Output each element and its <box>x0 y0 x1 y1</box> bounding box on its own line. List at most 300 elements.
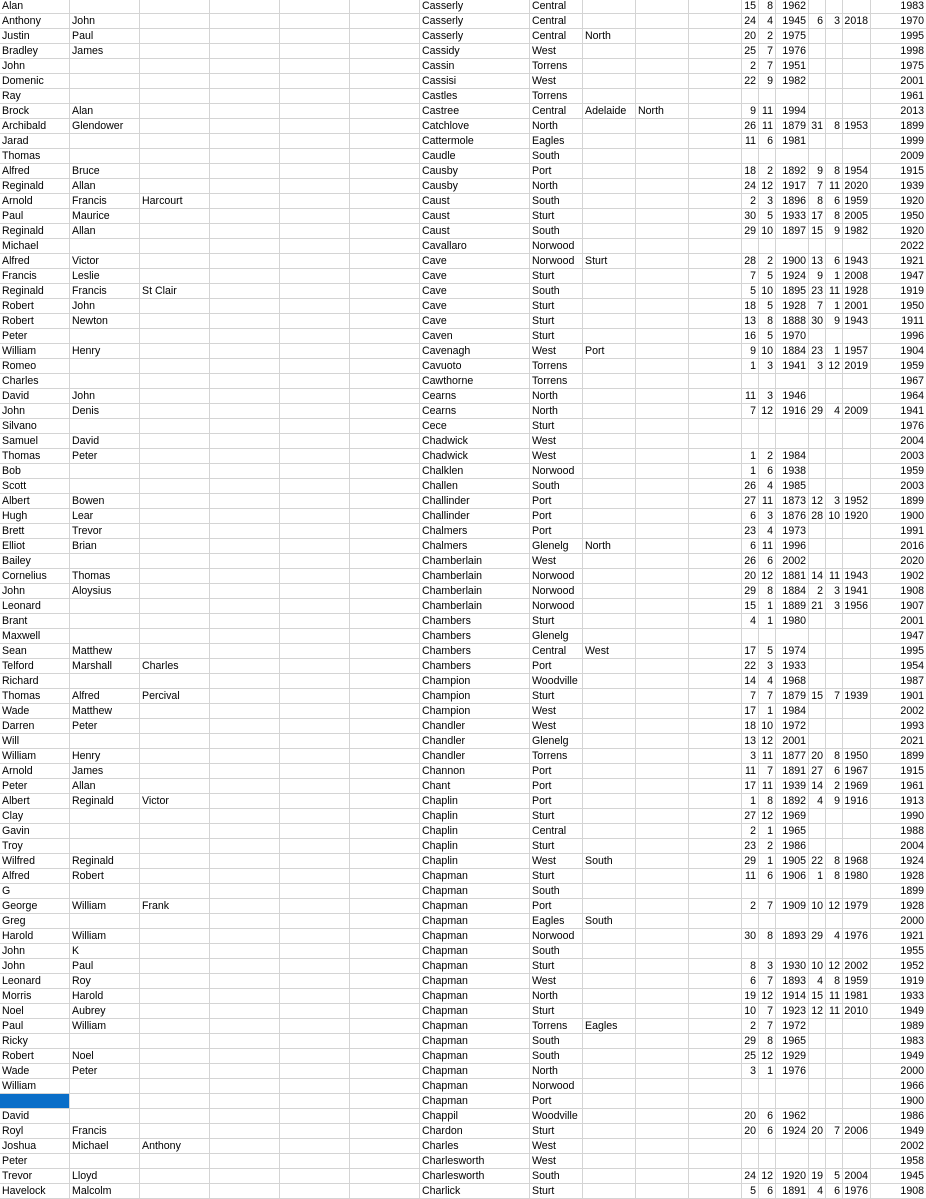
table-row[interactable] <box>0 374 926 389</box>
cell-birth-day[interactable]: 29 <box>742 224 759 239</box>
cell-empty[interactable] <box>350 824 420 839</box>
cell-club[interactable]: Glenelg <box>530 629 583 644</box>
cell-third-name[interactable] <box>140 809 210 824</box>
cell-death-year[interactable]: 1959 <box>843 194 871 209</box>
table-row[interactable] <box>0 1139 926 1154</box>
cell-third-name[interactable]: St Clair <box>140 284 210 299</box>
cell-club[interactable]: Norwood <box>530 584 583 599</box>
cell-empty[interactable] <box>210 764 280 779</box>
cell-birth-day[interactable]: 9 <box>742 104 759 119</box>
cell-birth-day[interactable]: 5 <box>742 284 759 299</box>
cell-birth-month[interactable]: 11 <box>759 779 776 794</box>
cell-empty[interactable] <box>350 764 420 779</box>
cell-middle-name[interactable] <box>70 614 140 629</box>
cell-birth-year[interactable]: 1892 <box>776 794 809 809</box>
cell-death-month[interactable]: 4 <box>826 929 843 944</box>
cell-club[interactable]: Central <box>530 104 583 119</box>
cell-first-name[interactable]: Wade <box>0 1064 70 1079</box>
cell-empty[interactable] <box>210 569 280 584</box>
cell-first-name[interactable]: Noel <box>0 1004 70 1019</box>
cell-middle-name[interactable]: Allan <box>70 179 140 194</box>
cell-club-3[interactable] <box>636 914 689 929</box>
cell-empty[interactable] <box>210 779 280 794</box>
cell-club-3[interactable] <box>636 524 689 539</box>
cell-death-month[interactable] <box>826 1019 843 1034</box>
cell-empty[interactable] <box>280 674 350 689</box>
table-row[interactable] <box>0 1034 926 1049</box>
cell-third-name[interactable] <box>140 1094 210 1109</box>
cell-birth-year[interactable]: 1941 <box>776 359 809 374</box>
cell-empty[interactable] <box>350 734 420 749</box>
cell-birth-day[interactable]: 16 <box>742 329 759 344</box>
cell-empty[interactable] <box>689 929 742 944</box>
cell-third-name[interactable] <box>140 674 210 689</box>
cell-club[interactable]: Central <box>530 824 583 839</box>
cell-middle-name[interactable]: Bowen <box>70 494 140 509</box>
cell-club-2[interactable] <box>583 884 636 899</box>
table-row[interactable] <box>0 239 926 254</box>
cell-debut-year[interactable]: 1996 <box>871 329 926 344</box>
cell-club[interactable]: South <box>530 1034 583 1049</box>
cell-birth-month[interactable] <box>759 239 776 254</box>
cell-empty[interactable] <box>689 989 742 1004</box>
cell-first-name[interactable]: Scott <box>0 479 70 494</box>
cell-club-3[interactable] <box>636 779 689 794</box>
cell-third-name[interactable] <box>140 59 210 74</box>
cell-middle-name[interactable]: Paul <box>70 29 140 44</box>
cell-birth-month[interactable] <box>759 1154 776 1169</box>
cell-death-month[interactable]: 1 <box>826 299 843 314</box>
cell-club-2[interactable] <box>583 899 636 914</box>
cell-first-name[interactable]: Alfred <box>0 869 70 884</box>
cell-birth-day[interactable]: 19 <box>742 989 759 1004</box>
cell-death-day[interactable] <box>809 74 826 89</box>
cell-first-name[interactable]: William <box>0 344 70 359</box>
cell-club-3[interactable] <box>636 839 689 854</box>
cell-empty[interactable] <box>210 134 280 149</box>
cell-first-name[interactable]: Elliot <box>0 539 70 554</box>
cell-birth-day[interactable]: 29 <box>742 854 759 869</box>
cell-club-3[interactable] <box>636 989 689 1004</box>
cell-empty[interactable] <box>350 74 420 89</box>
cell-birth-year[interactable]: 1914 <box>776 989 809 1004</box>
cell-club[interactable]: South <box>530 149 583 164</box>
cell-first-name[interactable]: Joshua <box>0 1139 70 1154</box>
cell-surname[interactable]: Chamberlain <box>420 554 530 569</box>
cell-death-day[interactable]: 12 <box>809 494 826 509</box>
cell-empty[interactable] <box>689 524 742 539</box>
cell-third-name[interactable] <box>140 209 210 224</box>
cell-first-name[interactable]: George <box>0 899 70 914</box>
cell-birth-day[interactable]: 25 <box>742 44 759 59</box>
cell-empty[interactable] <box>689 104 742 119</box>
cell-death-month[interactable] <box>826 329 843 344</box>
cell-birth-day[interactable]: 1 <box>742 794 759 809</box>
cell-club-2[interactable] <box>583 794 636 809</box>
cell-birth-month[interactable]: 2 <box>759 449 776 464</box>
cell-birth-month[interactable]: 10 <box>759 719 776 734</box>
cell-death-year[interactable] <box>843 329 871 344</box>
cell-debut-year[interactable]: 1959 <box>871 359 926 374</box>
cell-death-day[interactable] <box>809 734 826 749</box>
cell-club-2[interactable] <box>583 929 636 944</box>
cell-birth-day[interactable]: 27 <box>742 809 759 824</box>
table-row[interactable] <box>0 494 926 509</box>
cell-empty[interactable] <box>210 824 280 839</box>
cell-debut-year[interactable]: 1964 <box>871 389 926 404</box>
cell-empty[interactable] <box>280 1019 350 1034</box>
cell-surname[interactable]: Channon <box>420 764 530 779</box>
cell-third-name[interactable] <box>140 749 210 764</box>
cell-death-month[interactable]: 9 <box>826 794 843 809</box>
cell-empty[interactable] <box>689 404 742 419</box>
cell-death-day[interactable] <box>809 824 826 839</box>
cell-debut-year[interactable]: 2002 <box>871 1139 926 1154</box>
cell-empty[interactable] <box>210 734 280 749</box>
cell-empty[interactable] <box>280 224 350 239</box>
cell-debut-year[interactable]: 1947 <box>871 269 926 284</box>
cell-club-3[interactable] <box>636 89 689 104</box>
cell-death-month[interactable]: 12 <box>826 959 843 974</box>
cell-middle-name[interactable]: Reginald <box>70 854 140 869</box>
cell-empty[interactable] <box>350 554 420 569</box>
cell-birth-year[interactable]: 1945 <box>776 14 809 29</box>
cell-club[interactable]: South <box>530 944 583 959</box>
cell-death-month[interactable]: 8 <box>826 974 843 989</box>
cell-club[interactable]: Norwood <box>530 599 583 614</box>
cell-birth-year[interactable]: 1962 <box>776 0 809 14</box>
cell-empty[interactable] <box>280 284 350 299</box>
cell-death-year[interactable] <box>843 59 871 74</box>
cell-debut-year[interactable]: 1986 <box>871 1109 926 1124</box>
cell-empty[interactable] <box>280 974 350 989</box>
cell-surname[interactable]: Chambers <box>420 614 530 629</box>
cell-death-year[interactable]: 1943 <box>843 254 871 269</box>
cell-empty[interactable] <box>350 104 420 119</box>
cell-third-name[interactable] <box>140 914 210 929</box>
cell-middle-name[interactable] <box>70 464 140 479</box>
cell-birth-day[interactable]: 15 <box>742 0 759 14</box>
cell-debut-year[interactable]: 1975 <box>871 59 926 74</box>
cell-club-3[interactable] <box>636 959 689 974</box>
cell-birth-day[interactable]: 7 <box>742 689 759 704</box>
cell-surname[interactable]: Chandler <box>420 734 530 749</box>
cell-birth-month[interactable]: 11 <box>759 104 776 119</box>
cell-empty[interactable] <box>689 119 742 134</box>
cell-club[interactable]: South <box>530 284 583 299</box>
cell-club[interactable]: Torrens <box>530 89 583 104</box>
cell-birth-month[interactable]: 3 <box>759 509 776 524</box>
cell-empty[interactable] <box>350 1154 420 1169</box>
cell-empty[interactable] <box>350 1034 420 1049</box>
cell-death-month[interactable]: 8 <box>826 119 843 134</box>
cell-club[interactable]: North <box>530 989 583 1004</box>
cell-death-month[interactable] <box>826 554 843 569</box>
cell-empty[interactable] <box>210 584 280 599</box>
table-row[interactable] <box>0 839 926 854</box>
cell-third-name[interactable] <box>140 479 210 494</box>
cell-club[interactable]: South <box>530 884 583 899</box>
cell-club-2[interactable] <box>583 749 636 764</box>
cell-birth-day[interactable]: 13 <box>742 734 759 749</box>
cell-empty[interactable] <box>350 404 420 419</box>
cell-death-month[interactable]: 8 <box>826 209 843 224</box>
cell-death-month[interactable] <box>826 614 843 629</box>
cell-death-year[interactable] <box>843 644 871 659</box>
cell-death-day[interactable]: 17 <box>809 209 826 224</box>
cell-debut-year[interactable]: 1941 <box>871 404 926 419</box>
cell-surname[interactable]: Catchlove <box>420 119 530 134</box>
cell-club[interactable]: North <box>530 389 583 404</box>
cell-middle-name[interactable] <box>70 734 140 749</box>
cell-club-3[interactable] <box>636 944 689 959</box>
cell-empty[interactable] <box>280 809 350 824</box>
cell-death-year[interactable] <box>843 74 871 89</box>
cell-first-name[interactable]: Hugh <box>0 509 70 524</box>
cell-death-year[interactable]: 1976 <box>843 1184 871 1199</box>
cell-surname[interactable]: Champion <box>420 674 530 689</box>
cell-debut-year[interactable]: 1899 <box>871 749 926 764</box>
cell-birth-month[interactable] <box>759 89 776 104</box>
cell-surname[interactable]: Chappil <box>420 1109 530 1124</box>
cell-death-year[interactable] <box>843 824 871 839</box>
cell-death-year[interactable] <box>843 1034 871 1049</box>
cell-club[interactable]: West <box>530 344 583 359</box>
cell-middle-name[interactable] <box>70 0 140 14</box>
cell-empty[interactable] <box>280 254 350 269</box>
cell-death-day[interactable]: 29 <box>809 404 826 419</box>
cell-third-name[interactable] <box>140 1004 210 1019</box>
cell-death-year[interactable]: 2019 <box>843 359 871 374</box>
cell-third-name[interactable] <box>140 434 210 449</box>
cell-birth-year[interactable]: 1981 <box>776 134 809 149</box>
cell-club-3[interactable] <box>636 389 689 404</box>
cell-empty[interactable] <box>350 1094 420 1109</box>
cell-death-day[interactable] <box>809 719 826 734</box>
cell-death-day[interactable] <box>809 329 826 344</box>
cell-empty[interactable] <box>280 764 350 779</box>
cell-club-2[interactable] <box>583 989 636 1004</box>
cell-empty[interactable] <box>350 809 420 824</box>
cell-club[interactable]: Torrens <box>530 749 583 764</box>
cell-surname[interactable]: Cavenagh <box>420 344 530 359</box>
cell-empty[interactable] <box>689 134 742 149</box>
cell-first-name[interactable]: Domenic <box>0 74 70 89</box>
cell-club-3[interactable] <box>636 314 689 329</box>
cell-middle-name[interactable] <box>70 1034 140 1049</box>
cell-birth-year[interactable]: 1965 <box>776 1034 809 1049</box>
cell-third-name[interactable] <box>140 509 210 524</box>
cell-death-day[interactable]: 31 <box>809 119 826 134</box>
table-row[interactable] <box>0 254 926 269</box>
cell-death-day[interactable]: 10 <box>809 899 826 914</box>
cell-club-2[interactable] <box>583 149 636 164</box>
table-row[interactable] <box>0 824 926 839</box>
cell-middle-name[interactable]: Leslie <box>70 269 140 284</box>
cell-empty[interactable] <box>689 1169 742 1184</box>
cell-empty[interactable] <box>689 764 742 779</box>
cell-birth-month[interactable] <box>759 944 776 959</box>
cell-death-day[interactable] <box>809 674 826 689</box>
cell-death-day[interactable] <box>809 629 826 644</box>
cell-middle-name[interactable] <box>70 839 140 854</box>
cell-club-3[interactable] <box>636 749 689 764</box>
cell-empty[interactable] <box>689 299 742 314</box>
cell-club-3[interactable] <box>636 149 689 164</box>
cell-debut-year[interactable]: 1961 <box>871 89 926 104</box>
cell-empty[interactable] <box>350 719 420 734</box>
cell-birth-day[interactable]: 26 <box>742 119 759 134</box>
cell-birth-year[interactable]: 1982 <box>776 74 809 89</box>
cell-debut-year[interactable]: 1899 <box>871 884 926 899</box>
cell-empty[interactable] <box>210 179 280 194</box>
cell-empty[interactable] <box>350 29 420 44</box>
cell-death-month[interactable]: 1 <box>826 344 843 359</box>
cell-empty[interactable] <box>689 749 742 764</box>
table-row[interactable] <box>0 434 926 449</box>
cell-empty[interactable] <box>210 1064 280 1079</box>
cell-club-2[interactable] <box>583 974 636 989</box>
cell-birth-month[interactable]: 6 <box>759 464 776 479</box>
cell-club-3[interactable] <box>636 689 689 704</box>
cell-birth-day[interactable]: 2 <box>742 59 759 74</box>
cell-surname[interactable]: Casserly <box>420 0 530 14</box>
cell-club-2[interactable] <box>583 719 636 734</box>
cell-death-year[interactable]: 1969 <box>843 779 871 794</box>
cell-empty[interactable] <box>280 704 350 719</box>
cell-empty[interactable] <box>210 689 280 704</box>
cell-birth-year[interactable]: 1984 <box>776 704 809 719</box>
cell-club-2[interactable] <box>583 89 636 104</box>
cell-first-name[interactable]: Troy <box>0 839 70 854</box>
cell-debut-year[interactable]: 1924 <box>871 854 926 869</box>
cell-empty[interactable] <box>350 464 420 479</box>
cell-birth-day[interactable]: 17 <box>742 779 759 794</box>
cell-empty[interactable] <box>210 419 280 434</box>
cell-surname[interactable]: Chamberlain <box>420 599 530 614</box>
cell-club[interactable]: Central <box>530 29 583 44</box>
cell-death-year[interactable] <box>843 719 871 734</box>
cell-debut-year[interactable]: 1939 <box>871 179 926 194</box>
cell-empty[interactable] <box>280 1034 350 1049</box>
cell-club-2[interactable]: North <box>583 29 636 44</box>
cell-birth-month[interactable]: 6 <box>759 1109 776 1124</box>
cell-surname[interactable]: Cavuoto <box>420 359 530 374</box>
cell-third-name[interactable] <box>140 0 210 14</box>
cell-death-day[interactable] <box>809 479 826 494</box>
cell-death-month[interactable]: 8 <box>826 854 843 869</box>
cell-birth-day[interactable]: 20 <box>742 1109 759 1124</box>
cell-death-month[interactable] <box>826 809 843 824</box>
cell-third-name[interactable]: Anthony <box>140 1139 210 1154</box>
cell-empty[interactable] <box>210 554 280 569</box>
cell-death-month[interactable] <box>826 479 843 494</box>
cell-empty[interactable] <box>280 749 350 764</box>
cell-empty[interactable] <box>210 29 280 44</box>
cell-birth-day[interactable] <box>742 239 759 254</box>
cell-empty[interactable] <box>280 599 350 614</box>
cell-empty[interactable] <box>210 224 280 239</box>
cell-club-2[interactable] <box>583 584 636 599</box>
cell-third-name[interactable] <box>140 359 210 374</box>
cell-club-3[interactable] <box>636 599 689 614</box>
cell-empty[interactable] <box>280 419 350 434</box>
cell-birth-year[interactable]: 1973 <box>776 524 809 539</box>
cell-club[interactable]: West <box>530 449 583 464</box>
cell-birth-month[interactable] <box>759 629 776 644</box>
cell-death-month[interactable]: 7 <box>826 689 843 704</box>
cell-empty[interactable] <box>350 1109 420 1124</box>
cell-club-3[interactable] <box>636 419 689 434</box>
cell-club-3[interactable] <box>636 1034 689 1049</box>
cell-empty[interactable] <box>280 494 350 509</box>
cell-empty[interactable] <box>689 329 742 344</box>
cell-third-name[interactable] <box>140 764 210 779</box>
cell-birth-year[interactable]: 1891 <box>776 764 809 779</box>
cell-empty[interactable] <box>280 164 350 179</box>
cell-middle-name[interactable]: Brian <box>70 539 140 554</box>
cell-first-name[interactable]: Peter <box>0 1154 70 1169</box>
cell-death-month[interactable] <box>826 59 843 74</box>
cell-first-name[interactable]: William <box>0 1079 70 1094</box>
cell-surname[interactable]: Caudle <box>420 149 530 164</box>
cell-death-year[interactable] <box>843 0 871 14</box>
cell-death-day[interactable]: 1 <box>809 869 826 884</box>
cell-third-name[interactable] <box>140 779 210 794</box>
table-row[interactable] <box>0 314 926 329</box>
cell-empty[interactable] <box>350 1139 420 1154</box>
cell-empty[interactable] <box>210 644 280 659</box>
cell-first-name[interactable]: Leonard <box>0 974 70 989</box>
cell-empty[interactable] <box>689 689 742 704</box>
cell-club-3[interactable] <box>636 359 689 374</box>
cell-death-year[interactable] <box>843 809 871 824</box>
cell-birth-year[interactable]: 1933 <box>776 659 809 674</box>
table-row[interactable] <box>0 104 926 119</box>
cell-empty[interactable] <box>280 554 350 569</box>
cell-first-name[interactable]: Morris <box>0 989 70 1004</box>
cell-death-year[interactable] <box>843 374 871 389</box>
cell-surname[interactable]: Cave <box>420 254 530 269</box>
cell-debut-year[interactable]: 1907 <box>871 599 926 614</box>
cell-middle-name[interactable]: Alan <box>70 104 140 119</box>
cell-empty[interactable] <box>210 914 280 929</box>
cell-death-year[interactable]: 1976 <box>843 929 871 944</box>
cell-empty[interactable] <box>350 1004 420 1019</box>
cell-middle-name[interactable]: Francis <box>70 284 140 299</box>
cell-debut-year[interactable]: 2021 <box>871 734 926 749</box>
cell-empty[interactable] <box>210 719 280 734</box>
cell-empty[interactable] <box>280 1064 350 1079</box>
cell-birth-day[interactable] <box>742 1079 759 1094</box>
cell-club-3[interactable] <box>636 344 689 359</box>
cell-empty[interactable] <box>280 824 350 839</box>
cell-first-name[interactable]: Arnold <box>0 194 70 209</box>
cell-death-year[interactable] <box>843 104 871 119</box>
cell-middle-name[interactable]: Marshall <box>70 659 140 674</box>
cell-third-name[interactable] <box>140 989 210 1004</box>
cell-death-month[interactable] <box>826 1139 843 1154</box>
cell-club-2[interactable] <box>583 359 636 374</box>
cell-death-month[interactable]: 11 <box>826 1004 843 1019</box>
cell-death-day[interactable]: 4 <box>809 974 826 989</box>
cell-surname[interactable]: Chambers <box>420 629 530 644</box>
cell-death-day[interactable] <box>809 554 826 569</box>
cell-empty[interactable] <box>280 119 350 134</box>
cell-club[interactable]: Sturt <box>530 1004 583 1019</box>
cell-club-2[interactable] <box>583 1079 636 1094</box>
cell-death-month[interactable]: 4 <box>826 404 843 419</box>
